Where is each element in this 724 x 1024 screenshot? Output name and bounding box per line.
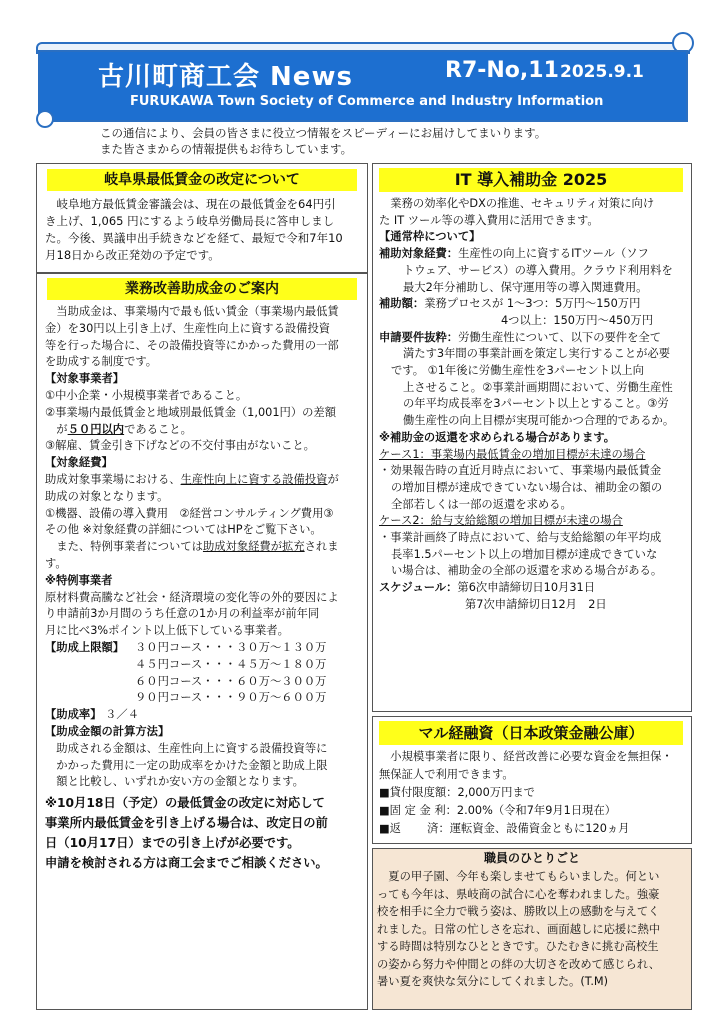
intro-line: この通信により、会員の皆さまに役立つ情報をスピーディーにお届けしてまいります。 xyxy=(100,126,547,140)
highlight-span: ５０円以内 xyxy=(67,422,125,436)
text-line: 当助成金は、事業場内で最も低い賃金（事業場内最低賃 xyxy=(45,305,339,318)
target-heading: 【対象事業者】 xyxy=(45,372,125,386)
cost-heading: 【対象経費】 xyxy=(45,456,113,470)
limit-item: ３０円コース・・・３０万～１３０万 xyxy=(135,640,327,654)
label-span: 申請要件抜粋： xyxy=(379,330,459,344)
text-line: た。今後、異議申出手続きなどを経て、最短で令和7年10 xyxy=(45,231,343,245)
text-span: また、特例事業者については xyxy=(45,540,203,554)
limit-item: ４５円コース・・・４５万～１８０万 xyxy=(135,657,327,671)
case-heading: ケース1：事業場内最低賃金の増加目標が未達の場合 xyxy=(379,447,646,461)
text-line: り申請前3か月間のうち任意の1か月の利益率が前年同 xyxy=(45,607,320,621)
it-subsidy-body xyxy=(379,196,689,614)
text-line: を助成する制度です。 xyxy=(45,355,158,369)
text-line xyxy=(45,422,367,439)
notice-line: 事業所内最低賃金を引き上げる場合は、改定日の前 xyxy=(45,816,328,831)
text-line: 額と比較し、いずれか安い方の金額となります。 xyxy=(45,775,304,789)
case-heading: ケース2：給与支給総額の増加目標が未達の場合 xyxy=(379,514,623,528)
limit-heading: 【助成上限額】 xyxy=(45,640,125,654)
text-line: ・事業計画終了時点において、給与支給総額の年平均成 xyxy=(379,531,662,545)
text-line: ・効果報告時の直近月時点において、事業場内最低賃金 xyxy=(379,464,662,478)
intro-text xyxy=(100,125,546,157)
text-line: 業務の効率化やDXの推進、セキュリティ対策に向け xyxy=(379,197,655,210)
text-line: 全部若しくは一部の返還を求める。 xyxy=(391,497,572,511)
underline-span: 生産性向上に資する設備投資 xyxy=(180,472,328,486)
label-span: 補助額： xyxy=(379,297,425,311)
calc-heading: 【助成金額の計算方法】 xyxy=(45,724,170,738)
text-line: 最大2年分補助し、保守運用等の導入関連費用。 xyxy=(403,280,648,294)
return-heading: ※補助金の返還を求められる場合があります。 xyxy=(379,430,616,444)
text-span: 生産性の向上に資するITツール（ソフ xyxy=(458,247,649,261)
notice-line: 日（10月17日）までの引き上げが必要です。 xyxy=(45,836,300,851)
text-line: 小規模事業者に限り、経営改善に必要な資金を無担保・ xyxy=(379,750,673,763)
intro-line: また皆さまからの情報提供もお待ちしています。 xyxy=(100,142,353,156)
text-line xyxy=(379,246,689,263)
minimum-wage-body xyxy=(45,196,365,264)
schedule-item: 第7次申請締切日12月 2日 xyxy=(465,597,607,611)
text-span: 助成対象事業場における、 xyxy=(45,472,181,486)
scroll-curl-left-icon xyxy=(36,110,54,128)
text-line: 月18日から改正発効の予定です。 xyxy=(45,248,220,262)
text-line: す。 xyxy=(45,556,67,570)
header-banner xyxy=(38,50,688,122)
schedule-line xyxy=(379,580,689,597)
text-line: の姿から努力や仲間との絆の大切さを改めて感じられ、 xyxy=(377,957,661,971)
label-span: 補助対象経費： xyxy=(379,247,459,261)
text-line: 上させること。②事業計画期間において、労働生産性 xyxy=(403,380,673,394)
schedule-label: スケジュール： xyxy=(379,581,458,595)
text-line: 助成される金額は、生産性向上に資する設備投資等に xyxy=(45,741,328,755)
it-subsidy-heading: IT 導入補助金 2025 xyxy=(379,168,683,192)
rate-line xyxy=(45,707,367,724)
issue-number: R7-No,11 xyxy=(445,58,559,83)
staff-column-body xyxy=(377,868,689,991)
text-line: 校を相手に全力で戦う姿は、勝敗以上の感動を与えてく xyxy=(377,905,660,918)
text-line: れました。日常の忙しさを忘れ、画面越しに応援に熱中 xyxy=(377,922,661,936)
text-line: です。 ①1年後に労働生産性を3パーセント以上向 xyxy=(391,364,644,378)
text-line: い場合は、補助金の全部の返還を求める場合がある。 xyxy=(391,564,663,578)
staff-column-heading: 職員のひとりごと xyxy=(483,851,580,865)
text-line: 4つ以上：150万円～450万円 xyxy=(501,313,653,327)
rate-heading: 【助成率】 xyxy=(45,708,102,722)
text-line: 満たす3年間の事業計画を策定し実行することが必要 xyxy=(403,347,671,361)
text-line: 原材料費高騰など社会・経済環境の変化等の外的要因によ xyxy=(45,590,339,604)
text-line: き上げ、1,065 円にするよう岐阜労働局長に答申しまし xyxy=(45,214,335,228)
text-span: 業務プロセスが 1～3つ：5万円～150万円 xyxy=(424,297,641,311)
text-line: トウェア、サービス）の導入費用。クラウド利用料を xyxy=(403,263,673,277)
issue-date: 2025.9.1 xyxy=(560,62,644,82)
text-line: た IT ツール等の導入費用に活用できます。 xyxy=(379,213,599,227)
text-span: であること。 xyxy=(124,422,192,436)
minimum-wage-heading: 岐阜県最低賃金の改定について xyxy=(47,169,357,191)
text-line: ②事業場内最低賃金と地域別最低賃金（1,001円）の差額 xyxy=(45,405,337,419)
frame-heading: 【通常枠について】 xyxy=(379,230,481,244)
limit-item: ９０円コース・・・９０万～６００万 xyxy=(135,691,327,705)
schedule-item: 第6次申請締切日10月31日 xyxy=(457,581,596,595)
text-line: その他 ※対象経費の詳細についてはHPをご覧下さい。 xyxy=(45,523,322,537)
text-line: かかった費用に一定の助成率をかけた金額と助成上限 xyxy=(45,758,328,772)
text-line: ③解雇、賃金引き下げなどの不交付事由がないこと。 xyxy=(45,439,315,453)
text-line: の年平均成長率を3パーセント以上とすること。③労 xyxy=(403,397,669,411)
text-line: っても今年は、県岐商の試合に心を奪われました。強豪 xyxy=(377,887,660,901)
text-line: ①中小企業・小規模事業者であること。 xyxy=(45,388,248,402)
it-subsidy-section xyxy=(372,163,692,712)
text-line: 働生産性の向上目標が実現可能かつ合理的であるか。 xyxy=(403,414,675,428)
text-line: する時間は特別なひとときです。ひたむきに挑む高校生 xyxy=(377,940,659,953)
notice-line: ※10月18日（予定）の最低賃金の改定に対応して xyxy=(45,796,325,811)
limit-item: ６０円コース・・・６０万～３００万 xyxy=(135,674,327,688)
text-line xyxy=(379,296,689,313)
special-heading: ※特例事業者 xyxy=(45,573,113,587)
text-line: の増加目標が達成できていない場合は、補助金の額の xyxy=(391,480,663,494)
subsidy-notice xyxy=(45,793,367,873)
text-line: 暑い夏を爽快な気分にしてくれました。(T.M) xyxy=(377,975,609,988)
underline-span: 助成対象経費が拡充 xyxy=(202,540,305,554)
notice-line: 申請を検討される方は商工会までご相談ください。 xyxy=(45,856,328,871)
text-line: 長率1.5パーセント以上の増加目標が達成できていな xyxy=(391,547,658,561)
text-line: 助成の対象となります。 xyxy=(45,489,169,503)
text-line: 無保証人で利用できます。 xyxy=(379,768,514,781)
limit-list xyxy=(135,640,326,707)
text-line: 等を行った場合に、その設備投資等にかかった費用の一部 xyxy=(45,338,339,352)
marukei-heading: マル経融資（日本政策金融公庫） xyxy=(379,721,683,745)
newsletter-title: 古川町商工会 News xyxy=(98,62,353,92)
text-span: 労働生産性について、以下の要件を全て xyxy=(458,330,661,344)
text-line: 夏の甲子園、今年も楽しませてもらいました。何とい xyxy=(377,870,660,883)
text-line xyxy=(45,539,367,556)
text-line: 月に比べ3%ポイント以上低下している事業者。 xyxy=(45,624,289,638)
newsletter-subtitle: FURUKAWA Town Society of Commerce and Industry Information xyxy=(130,94,604,109)
subsidy-heading: 業務改善助成金のご案内 xyxy=(47,278,357,300)
text-span: が xyxy=(327,472,339,486)
text-span: が xyxy=(45,422,68,436)
text-line xyxy=(45,472,367,489)
text-line: ■貸付限度額：2,000万円まで xyxy=(379,786,535,799)
rate-value: ３／４ xyxy=(105,708,139,722)
staff-column-section xyxy=(372,848,692,1010)
subsidy-body xyxy=(45,304,367,873)
text-span: されま xyxy=(304,540,339,554)
text-line xyxy=(379,330,689,347)
marukei-loan-section xyxy=(372,716,692,844)
text-line: ■固 定 金 利：2.00%（令和7年9月1日現在） xyxy=(379,804,617,817)
minimum-wage-section xyxy=(36,163,368,273)
text-line: ①機器、設備の導入費用 ②経営コンサルティング費用③ xyxy=(45,506,334,520)
text-line: 岐阜地方最低賃金審議会は、現在の最低賃金を64円引 xyxy=(45,197,336,211)
text-line: ■返 済：運転資金、設備資金ともに120ヵ月 xyxy=(379,822,630,835)
text-line: 金）を30円以上引き上げ、生産性向上に資する設備投資 xyxy=(45,321,331,335)
limit-row xyxy=(45,640,367,707)
business-improvement-subsidy-section xyxy=(36,273,368,1010)
marukei-body xyxy=(379,748,689,838)
